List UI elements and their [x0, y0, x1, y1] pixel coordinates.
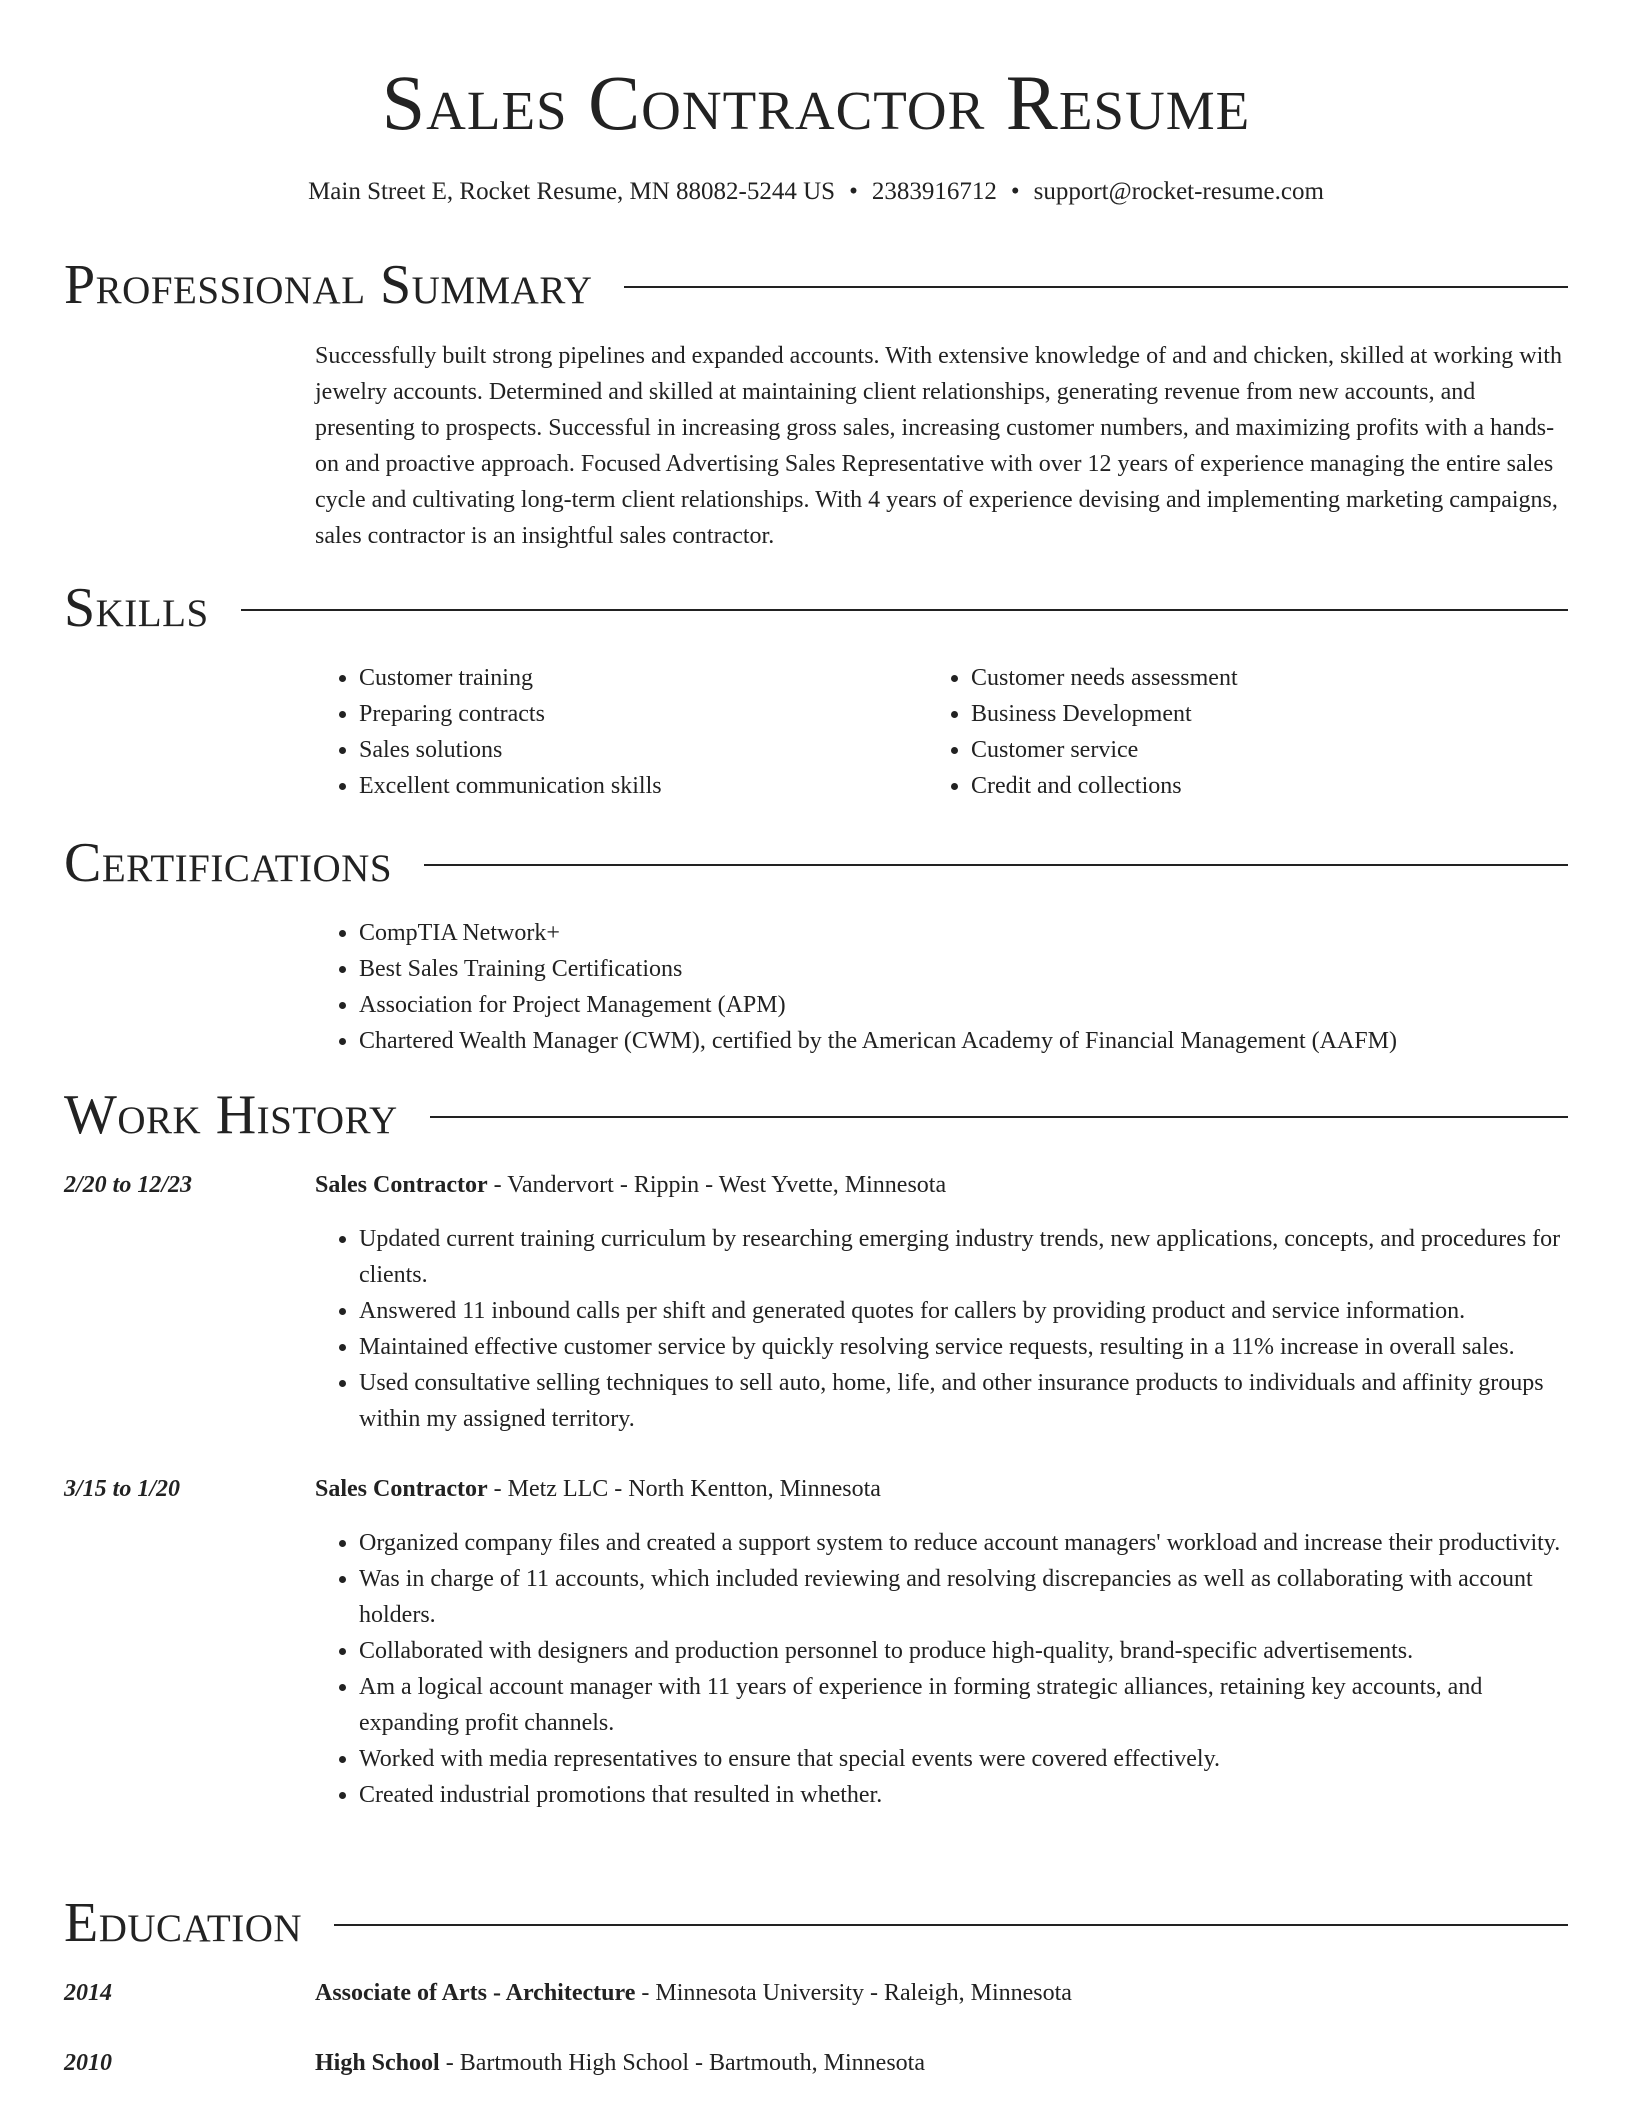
skills-left-column: [315, 660, 915, 804]
education-heading: Education: [64, 1892, 303, 1954]
certification-item: • CompTIA Network+: [359, 915, 1565, 951]
section-divider: [424, 864, 1568, 866]
job-title: Sales Contractor: [315, 1172, 488, 1198]
job-bullet: • Am a logical account manager with 11 years of experience in forming strategic alliances, retaining key accounts, and expanding profit channels.: [359, 1669, 1565, 1741]
job-bullets: [315, 1221, 1565, 1437]
education-section-header: [64, 1890, 1568, 1956]
contact-line: [0, 175, 1632, 209]
education-degree: Associate of Arts - Architecture: [315, 1980, 636, 2006]
skill-item: • Customer training: [359, 660, 915, 696]
education-details: - Bartmouth High School - Bartmouth, Minnesota: [439, 2050, 925, 2076]
skill-item: • Customer service: [971, 732, 1527, 768]
education-entry: [315, 1975, 1072, 2011]
job-bullet: • Was in charge of 11 accounts, which included reviewing and resolving discrepancies as well as collaborating with account holders.: [359, 1561, 1565, 1633]
work-heading: Work History: [64, 1084, 398, 1146]
section-divider: [241, 609, 1568, 611]
job-title: Sales Contractor: [315, 1476, 488, 1502]
job-details: - Metz LLC - North Kentton, Minnesota: [487, 1476, 881, 1502]
job-title-line: [315, 1167, 946, 1203]
job-dates: 2/20 to 12/23: [64, 1172, 193, 1198]
job-details: - Vandervort - Rippin - West Yvette, Minnesota: [487, 1172, 947, 1198]
job-bullet: • Updated current training curriculum by researching emerging industry trends, new applications, concepts, and procedures for clients.: [359, 1221, 1565, 1293]
contact-email: support@rocket-resume.com: [1033, 178, 1324, 205]
education-year: 2010: [64, 2050, 112, 2076]
skills-right-column: [927, 660, 1527, 804]
skills-section-header: [64, 575, 1568, 641]
job-bullet: • Created industrial promotions that resulted in whether.: [359, 1777, 1565, 1813]
section-divider: [430, 1116, 1568, 1118]
job-title-line: [315, 1471, 881, 1507]
contact-phone: 2383916712: [871, 178, 997, 205]
summary-heading: Professional Summary: [64, 254, 593, 316]
certification-item: • Association for Project Management (APM): [359, 987, 1565, 1023]
education-degree: High School: [315, 2050, 440, 2076]
job-bullet: • Worked with media representatives to ensure that special events were covered effectively.: [359, 1741, 1565, 1777]
job-bullet: • Answered 11 inbound calls per shift and generated quotes for callers by providing product and service information.: [359, 1293, 1565, 1329]
certifications-section-header: [64, 830, 1568, 896]
certifications-list: [315, 915, 1565, 1059]
job-dates: 3/15 to 1/20: [64, 1476, 181, 1502]
education-year: 2014: [64, 1980, 112, 2006]
contact-address: Main Street E, Rocket Resume, MN 88082-5244 US: [308, 178, 836, 205]
section-divider: [624, 286, 1568, 288]
resume-title: Sales Contractor Resume: [381, 59, 1251, 146]
certification-item: • Chartered Wealth Manager (CWM), certified by the American Academy of Financial Management (AAFM): [359, 1023, 1565, 1059]
work-section-header: [64, 1082, 1568, 1148]
job-bullet: • Used consultative selling techniques to sell auto, home, life, and other insurance products to individuals and affinity groups within my assigned territory.: [359, 1365, 1565, 1437]
section-divider: [334, 1924, 1568, 1926]
job-bullet: • Maintained effective customer service by quickly resolving service requests, resulting in a 11% increase in overall sales.: [359, 1329, 1565, 1365]
job-bullet: • Collaborated with designers and production personnel to produce high-quality, brand-specific advertisements.: [359, 1633, 1565, 1669]
education-details: - Minnesota University - Raleigh, Minnesota: [635, 1980, 1072, 2006]
job-bullet: • Organized company files and created a support system to reduce account managers' workload and increase their productivity.: [359, 1525, 1565, 1561]
summary-section-header: [64, 252, 1568, 318]
contact-separator: •: [1010, 178, 1020, 205]
certification-item: • Best Sales Training Certifications: [359, 951, 1565, 987]
certifications-heading: Certifications: [64, 832, 393, 894]
skill-item: • Customer needs assessment: [971, 660, 1527, 696]
job-bullets: [315, 1525, 1565, 1813]
skill-item: • Preparing contracts: [359, 696, 915, 732]
skill-item: • Excellent communication skills: [359, 768, 915, 804]
skill-item: • Sales solutions: [359, 732, 915, 768]
skills-heading: Skills: [64, 577, 209, 639]
skill-item: • Credit and collections: [971, 768, 1527, 804]
contact-separator: •: [849, 178, 858, 205]
education-entry: [315, 2045, 925, 2081]
skill-item: • Business Development: [971, 696, 1527, 732]
summary-text: Successfully built strong pipelines and expanded accounts. With extensive knowledge of and and chicken, skilled at working with jewelry accounts. Determined and skilled at maintaining client relationships, generating revenue from new accounts, and presenting to prospects. Successful in increasing gross sales, increasing customer numbers, and maximizing profits with a hands-on and proactive approach. Focused Advertising Sales Representative with over 12 years of experience managing the entire sales cycle and cultivating long-term client relationships. With 4 years of experience devising and implementing marketing campaigns, sales contractor is an insightful sales contractor.: [315, 343, 1562, 549]
